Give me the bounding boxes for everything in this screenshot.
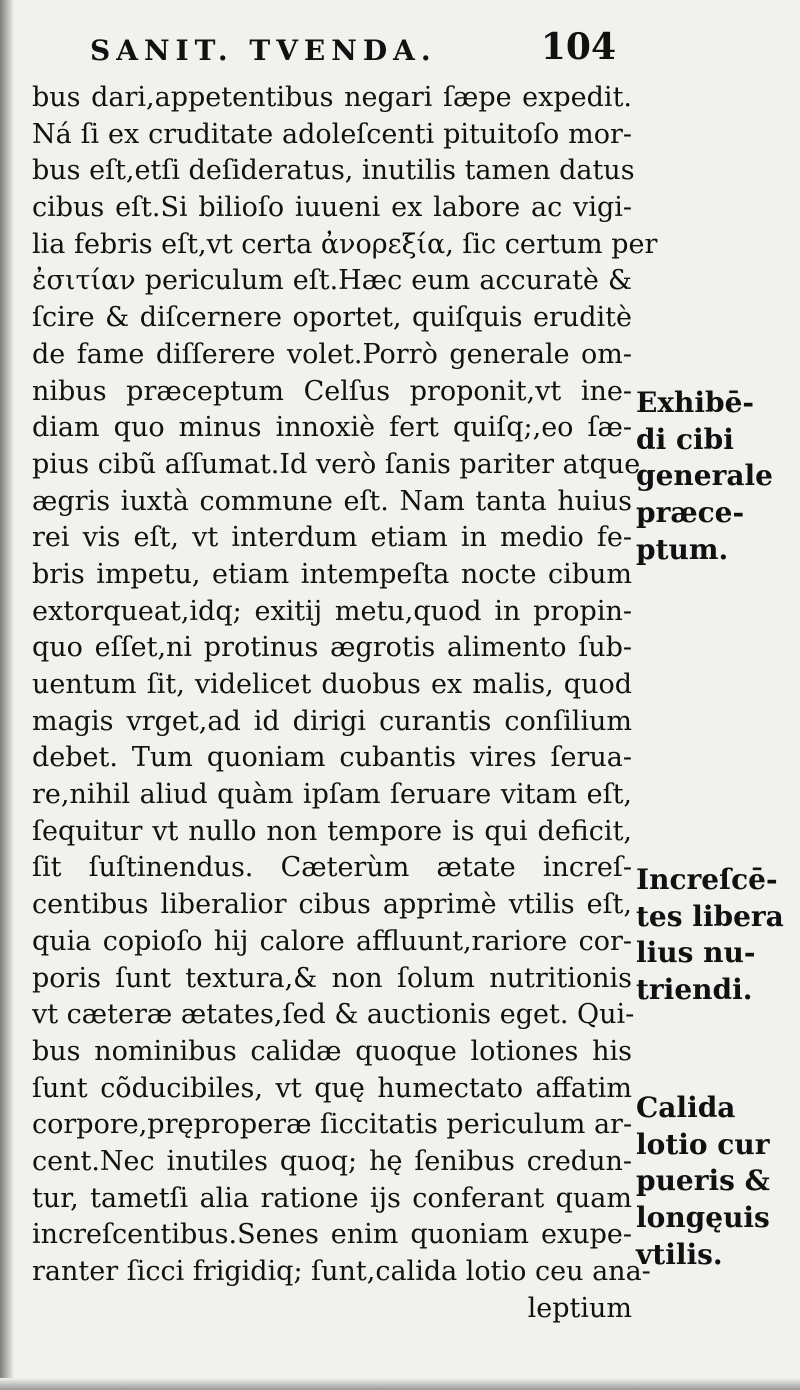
text-line: bus dari,appetentibus negari ſæpe expedit.: [32, 82, 632, 113]
margin-note-line: Increſcē-: [636, 863, 778, 896]
margin-note-line: præce-: [636, 496, 745, 530]
body-text: [32, 80, 658, 1327]
text-line: uentum ſit, videlicet duobus ex malis, quod: [32, 669, 632, 700]
text-line: extorqueat,idq; exitij metu,quod in propin-: [32, 595, 632, 627]
margin-note-line: generale: [636, 459, 773, 493]
text-line: ſunt cõducibiles, vt quę humectato affatim: [32, 1072, 632, 1104]
text-line: increſcentibus.Senes enim quoniam exupe-: [32, 1219, 632, 1251]
text-line: tur, tametſi alia ratione ijs conferant quam: [32, 1182, 632, 1214]
text-line: ſequitur vt nullo non tempore is qui deficit,: [32, 815, 632, 847]
text-line: rei vis eſt, vt interdum etiam in medio fe-: [32, 522, 632, 554]
text-line: quo eſſet,ni protinus ægrotis alimento ſub-: [32, 632, 632, 664]
margin-note-increscentes: [636, 862, 786, 1009]
text-line: pius cibũ aſſumat.Id verò ſanis pariter atque: [32, 448, 641, 480]
margin-note-line: triendi.: [636, 973, 753, 1007]
text-line: quia copioſo hij calore affluunt,rariore cor-: [32, 925, 632, 957]
margin-note-exhibendi: [636, 385, 786, 568]
margin-note-line: ptum.: [636, 532, 729, 566]
text-line: lia febris eſt,vt certa ἀνορεξία, ſic certum per: [32, 228, 658, 260]
text-line: cent.Nec inutiles quoq; hę ſenibus credun-: [32, 1145, 632, 1177]
page-bottom-shadow: [0, 1378, 800, 1390]
text-line: centibus liberalior cibus apprimè vtilis eſt,: [32, 889, 632, 921]
margin-note-line: tes libera: [636, 899, 784, 933]
running-title: SANIT. TVENDA.: [90, 34, 437, 67]
margin-note-line: pueris &: [636, 1164, 770, 1198]
text-line: ranter ſicci frigidiq; ſunt,calida lotio ceu ana-: [32, 1256, 651, 1287]
text-line: magis vrget,ad id dirigi curantis conſilium: [32, 705, 632, 737]
text-line: cibus eſt.Si bilioſo iuueni ex labore ac vigi-: [32, 192, 632, 224]
running-head: [82, 26, 622, 70]
text-line: re,nihil aliud quàm ipſam ſeruare vitam eſt,: [32, 779, 632, 811]
text-line: diam quo minus innoxiè fert quiſq;,eo ſæ-: [32, 412, 632, 444]
margin-note-line: Exhibē-: [636, 386, 755, 419]
margin-note-line: di cibi: [636, 422, 734, 456]
margin-note-calida-lotio: [636, 1090, 786, 1273]
text-line: bus eſt,etſi deſideratus, inutilis tamen datus: [32, 155, 635, 187]
text-line: vt cæteræ ætates,ſed & auctionis eget. Qui-: [32, 999, 635, 1031]
margin-note-line: vtilis.: [636, 1237, 723, 1271]
margin-note-line: Calida: [636, 1091, 736, 1124]
text-line: bris impetu, etiam intempeſta nocte cibum: [32, 558, 632, 590]
text-line: ſit ſuſtinendus. Cæterùm ætate increſ-: [32, 852, 632, 884]
text-line: leptium: [527, 1292, 632, 1324]
text-line: nibus præceptum Celſus proponit,vt ine-: [32, 375, 632, 407]
text-line: ἐσιτίαν periculum eſt.Hæc eum accuratè &: [32, 265, 632, 297]
margin-note-line: lotio cur: [636, 1127, 770, 1161]
text-line: ægris iuxtà commune eſt. Nam tanta huius: [32, 485, 632, 517]
page-number: 104: [540, 26, 616, 68]
margin-note-line: longęuis: [636, 1201, 770, 1235]
page-gutter-shadow: [0, 0, 14, 1390]
text-line: poris ſunt textura,& non ſolum nutritionis: [32, 962, 632, 994]
text-line: de fame diſſerere volet.Porrò generale om-: [32, 338, 632, 370]
text-line: corpore,pręproperæ ſiccitatis periculum ar-: [32, 1109, 633, 1141]
margin-note-line: lius nu-: [636, 936, 756, 970]
text-line: Ná ſi ex cruditate adoleſcenti pituitoſo mor-: [32, 118, 632, 150]
text-line: debet. Tum quoniam cubantis vires ſerua-: [32, 742, 632, 774]
text-line: bus nominibus calidæ quoque lotiones his: [32, 1035, 632, 1067]
text-line: ſcire & diſcernere oportet, quiſquis eruditè: [32, 302, 632, 334]
